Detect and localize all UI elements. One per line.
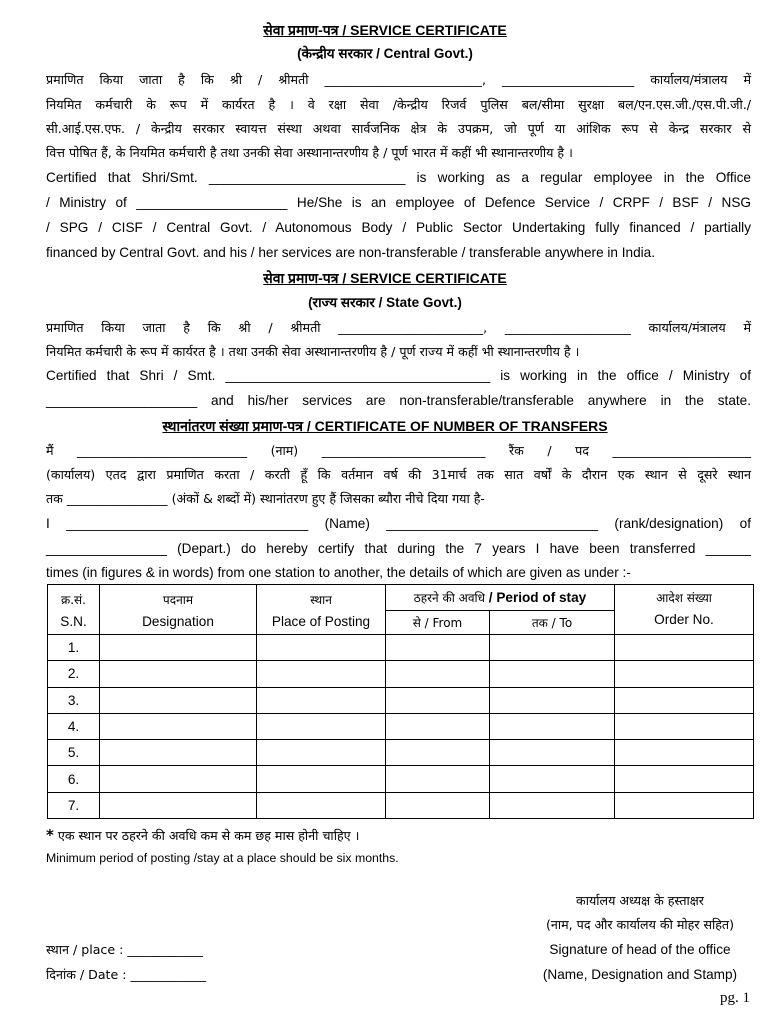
central-hindi-line-3: सी.आई.एस.एफ. / केन्द्रीय सरकार स्वायत्त संस्था अथवा सार्वजनिक क्षेत्र के उपक्रम, जो पूर्ण या आंशिक रूप से केन्द्र सरकार से xyxy=(46,121,751,136)
row-order-cell[interactable] xyxy=(615,635,754,661)
date-field: दिनांक / Date : ____________ xyxy=(46,967,207,982)
row-sn: 7. xyxy=(48,792,100,818)
central-hindi-line-1: प्रमाणित किया जाता है कि श्री / श्रीमती _________________________, _____________________ कार्यालय/मंत्रालय में xyxy=(46,72,751,87)
row-from-cell[interactable] xyxy=(386,740,490,766)
row-place-cell[interactable] xyxy=(257,635,386,661)
table-row xyxy=(48,766,754,792)
state-english-line-1: Certified that Shri / Smt. ___________________________________ is working in the office / Ministry of xyxy=(46,368,751,383)
footnote-english: Minimum period of posting /stay at a place should be six months. xyxy=(46,851,399,865)
row-sn: 1. xyxy=(48,635,100,661)
header-from-label: से / From xyxy=(412,616,463,630)
service-certificate-central-title: सेवा प्रमाण-पत्र / SERVICE CERTIFICATE xyxy=(263,22,507,38)
central-english-line-2: / Ministry of ____________________ He/She is an employee of Defence Service / CRPF / BSF / NSG xyxy=(46,195,751,210)
page-number: pg. 1 xyxy=(720,990,750,1006)
row-place-cell[interactable] xyxy=(257,713,386,739)
service-certificate-state-title: सेवा प्रमाण-पत्र / SERVICE CERTIFICATE xyxy=(263,270,507,286)
service-certificate-central-subtitle: (केन्द्रीय सरकार / Central Govt.) xyxy=(297,46,473,61)
state-english-line-2: ____________________ and his/her services are non-transferable/transferable anywhere in the state. xyxy=(46,393,751,408)
table-row xyxy=(48,635,754,661)
row-place-cell[interactable] xyxy=(257,792,386,818)
row-order-cell[interactable] xyxy=(615,661,754,687)
row-place-cell[interactable] xyxy=(257,766,386,792)
transfers-certificate-title: स्थानांतरण संख्या प्रमाण-पत्र / CERTIFICATE OF NUMBER OF TRANSFERS xyxy=(162,418,608,434)
transfers-hindi-line-2: (कार्यालय) एतद द्वारा प्रमाणित करता / करती हूँ कि वर्तमान वर्ष की 31मार्च तक सात वर्षों के दौरान एक स्थान से दूसरे स्थान xyxy=(46,467,751,482)
row-to-cell[interactable] xyxy=(490,635,615,661)
transfers-english-line-1: I ________________________________ (Name) ____________________________ (rank/designation) of xyxy=(46,516,751,531)
table-header-row xyxy=(48,585,754,611)
central-english-line-1: Certified that Shri/Smt. __________________________ is working as a regular employee in the Office xyxy=(46,170,751,185)
transfers-hindi-line-3: तक ________________ (अंकों & शब्दों में) स्थानांतरण हुए हैं जिसका ब्यौरा नीचे दिया गया है- xyxy=(46,491,485,506)
footnote-hindi-text: एक स्थान पर ठहरने की अवधि कम से कम छह मास होनी चाहिए । xyxy=(53,828,360,843)
header-sn-english: S.N. xyxy=(60,613,87,629)
header-order xyxy=(615,585,754,635)
header-place-hindi: स्थान xyxy=(310,592,332,607)
signature-english-line-2: (Name, Designation and Stamp) xyxy=(542,967,738,982)
header-place xyxy=(257,585,386,635)
table-row xyxy=(48,792,754,818)
row-from-cell[interactable] xyxy=(386,635,490,661)
table-row xyxy=(48,687,754,713)
row-to-cell[interactable] xyxy=(490,713,615,739)
signature-hindi-line-1: कार्यालय अध्यक्ष के हस्ताक्षर xyxy=(576,893,704,908)
header-to xyxy=(490,611,615,635)
row-from-cell[interactable] xyxy=(386,661,490,687)
central-hindi-line-4: वित्त पोषित हैं, के नियमित कर्मचारी है तथा उनकी सेवा अस्थानान्तरणीय है / पूर्ण भारत में कहीं भी स्थानान्तरणीय है । xyxy=(46,145,573,160)
row-designation-cell[interactable] xyxy=(100,740,257,766)
row-place-cell[interactable] xyxy=(257,661,386,687)
header-place-english: Place of Posting xyxy=(271,613,371,629)
row-designation-cell[interactable] xyxy=(100,713,257,739)
header-sn xyxy=(48,585,100,635)
row-from-cell[interactable] xyxy=(386,713,490,739)
transfers-english-line-3: times (in figures & in words) from one station to another, the details of which are given as under :- xyxy=(46,565,631,580)
service-certificate-state-subtitle: (राज्य सरकार / State Govt.) xyxy=(308,295,462,310)
transfers-table xyxy=(47,584,754,819)
table-row xyxy=(48,713,754,739)
row-to-cell[interactable] xyxy=(490,687,615,713)
row-sn: 2. xyxy=(48,661,100,687)
state-hindi-line-2: नियमित कर्मचारी के रूप में कार्यरत है । तथा उनकी सेवा अस्थानान्तरणीय है / पूर्ण राज्य में कहीं भी स्थानान्तरणीय है । xyxy=(46,344,580,359)
row-designation-cell[interactable] xyxy=(100,661,257,687)
row-designation-cell[interactable] xyxy=(100,635,257,661)
header-order-hindi: आदेश संख्या xyxy=(656,591,712,605)
row-from-cell[interactable] xyxy=(386,766,490,792)
row-to-cell[interactable] xyxy=(490,766,615,792)
table-row xyxy=(48,740,754,766)
row-designation-cell[interactable] xyxy=(100,687,257,713)
central-english-line-4: financed by Central Govt. and his / her services are non-transferable / transferable anywhere in India. xyxy=(46,245,656,260)
row-designation-cell[interactable] xyxy=(100,792,257,818)
row-place-cell[interactable] xyxy=(257,687,386,713)
header-from xyxy=(386,611,490,635)
header-to-label: तक / To xyxy=(531,616,573,630)
central-hindi-line-2: नियमित कर्मचारी के रूप में कार्यरत है । वे रक्षा सेवा /केन्द्रीय रिजर्व पुलिस बल/सीमा सुरक्षा बल/एन.एस.जी./एस.पी.जी./ xyxy=(46,97,751,112)
row-order-cell[interactable] xyxy=(615,713,754,739)
row-sn: 5. xyxy=(48,740,100,766)
footnote-hindi xyxy=(46,826,359,845)
row-from-cell[interactable] xyxy=(386,792,490,818)
signature-english-line-1: Signature of head of the office xyxy=(549,942,731,957)
header-designation-hindi: पदनाम xyxy=(162,592,194,607)
row-order-cell[interactable] xyxy=(615,687,754,713)
row-to-cell[interactable] xyxy=(490,740,615,766)
row-to-cell[interactable] xyxy=(490,792,615,818)
table-row xyxy=(48,661,754,687)
row-order-cell[interactable] xyxy=(615,792,754,818)
row-order-cell[interactable] xyxy=(615,766,754,792)
header-period xyxy=(386,585,615,611)
place-field: स्थान / place : ____________ xyxy=(46,942,203,957)
header-designation xyxy=(100,585,257,635)
row-sn: 6. xyxy=(48,766,100,792)
row-sn: 3. xyxy=(48,687,100,713)
row-from-cell[interactable] xyxy=(386,687,490,713)
footnote-star: * xyxy=(46,826,54,844)
header-period-hindi: ठहरने की अवधि xyxy=(413,591,485,605)
header-order-english: Order No. xyxy=(654,612,714,627)
transfers-hindi-line-1: मैं ___________________________ (नाम) __________________________ रैंक / पद ______________________ xyxy=(46,443,751,458)
header-period-english: / Period of stay xyxy=(484,590,587,605)
state-hindi-line-1: प्रमाणित किया जाता है कि श्री / श्रीमती _______________________, ____________________ कार्यालय/मंत्रालय में xyxy=(46,320,751,335)
header-designation-english: Designation xyxy=(142,613,214,629)
row-designation-cell[interactable] xyxy=(100,766,257,792)
row-order-cell[interactable] xyxy=(615,740,754,766)
transfers-english-line-2: ________________ (Depart.) do hereby certify that during the 7 years I have been transferred ______ xyxy=(46,541,751,556)
row-sn: 4. xyxy=(48,713,100,739)
central-english-line-3: / SPG / CISF / Central Govt. / Autonomous Body / Public Sector Undertaking fully financed / partially xyxy=(46,220,751,235)
row-place-cell[interactable] xyxy=(257,740,386,766)
header-sn-hindi: क्र.सं. xyxy=(61,592,86,607)
row-to-cell[interactable] xyxy=(490,661,615,687)
signature-hindi-line-2: (नाम, पद और कार्यालय की मोहर सहित) xyxy=(545,917,735,932)
